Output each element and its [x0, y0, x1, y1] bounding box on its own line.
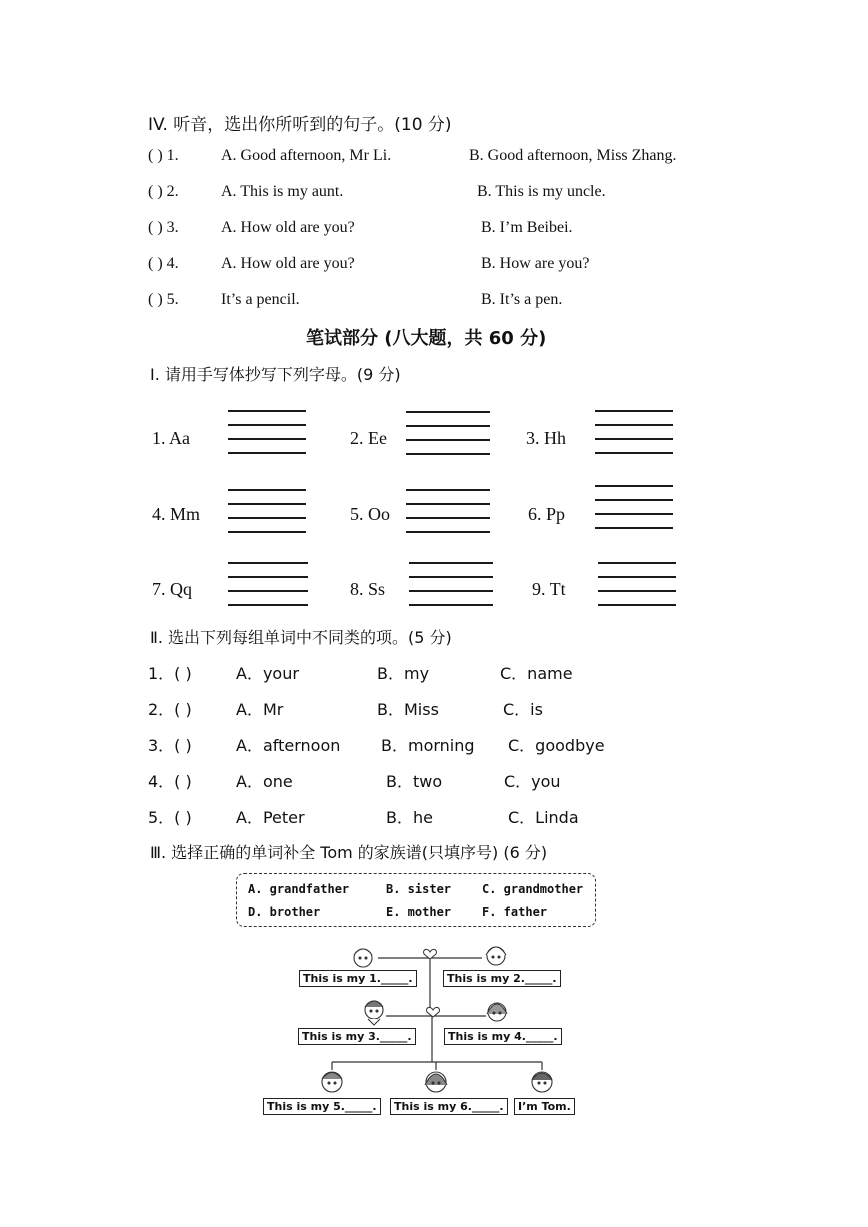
- option-a: A．your: [236, 664, 299, 683]
- letter-label: 8. Ss: [350, 579, 386, 599]
- option-a: A. How old are you?: [221, 219, 355, 236]
- letter-label: 5. Oo: [350, 504, 390, 524]
- mother-face-icon: [487, 1003, 507, 1021]
- family-label-3: This is my 3._____.: [298, 1028, 416, 1045]
- family-label-5: This is my 5._____.: [263, 1098, 381, 1115]
- letter-label: 6. Pp: [528, 504, 566, 524]
- section-3-title: Ⅲ. 选择正确的单词补全 Tom 的家族谱(只填序号) (6 分): [150, 843, 548, 862]
- item-number: ( ) 4.: [148, 255, 179, 272]
- letter-label: 4. Mm: [152, 504, 201, 524]
- word-bank-option: F. father: [482, 905, 548, 919]
- section-1-title: Ⅰ. 请用手写体抄写下列字母。(9 分): [150, 365, 401, 384]
- brother-face-icon: [322, 1072, 342, 1092]
- family-label-2: This is my 2._____.: [443, 970, 561, 987]
- option-a: A．afternoon: [236, 736, 341, 755]
- option-a: A. Good afternoon, Mr Li.: [221, 147, 392, 164]
- option-c: C．Linda: [508, 808, 579, 827]
- sister-face-icon: [425, 1072, 447, 1092]
- word-bank-option: D. brother: [248, 905, 321, 919]
- option-b: B. I’m Beibei.: [481, 219, 573, 236]
- option-b: B．he: [386, 808, 433, 827]
- word-bank-option: A. grandfather: [248, 882, 350, 896]
- option-b: B．two: [386, 772, 443, 791]
- letter-label: 7. Qq: [152, 579, 192, 599]
- section-2-title: Ⅱ. 选出下列每组单词中不同类的项。(5 分): [150, 628, 452, 647]
- item-number: ( ) 2.: [148, 183, 179, 200]
- option-a: A．one: [236, 772, 293, 791]
- word-bank-option: B. sister: [386, 882, 452, 896]
- tom-face-icon: [532, 1072, 552, 1092]
- option-a: A．Peter: [236, 808, 305, 827]
- option-b: B．Miss: [377, 700, 439, 719]
- item-number: ( ) 1.: [148, 147, 179, 164]
- option-a: A. This is my aunt.: [221, 183, 344, 200]
- word-bank-option: C. grandmother: [482, 882, 584, 896]
- item-number: ( ) 3.: [148, 219, 179, 236]
- letter-label: 1. Aa: [152, 428, 190, 448]
- item-number: 5．( ): [148, 808, 192, 827]
- option-b: B．morning: [381, 736, 475, 755]
- grandmother-face-icon: [486, 947, 506, 965]
- written-section-header: 笔试部分 (八大题，共 60 分): [306, 328, 547, 349]
- item-number: 3．( ): [148, 736, 192, 755]
- word-bank-option: E. mother: [386, 905, 452, 919]
- item-number: ( ) 5.: [148, 291, 179, 308]
- option-b: B. How are you?: [481, 255, 590, 272]
- option-b: B. This is my uncle.: [477, 183, 606, 200]
- item-number: 1．( ): [148, 664, 192, 683]
- option-b: B．my: [377, 664, 430, 683]
- letter-label: 9. Tt: [532, 579, 566, 599]
- letter-label: 3. Hh: [526, 428, 566, 448]
- option-a: A. How old are you?: [221, 255, 355, 272]
- grandfather-face-icon: [354, 949, 372, 967]
- option-c: C．name: [500, 664, 573, 683]
- item-number: 2．( ): [148, 700, 192, 719]
- option-a: It’s a pencil.: [221, 291, 300, 308]
- option-a: A．Mr: [236, 700, 284, 719]
- item-number: 4．( ): [148, 772, 192, 791]
- listening-title: IV. 听音，选出你所听到的句子。(10 分): [148, 115, 452, 135]
- option-c: C．is: [503, 700, 543, 719]
- father-face-icon: [365, 1001, 383, 1025]
- option-b: B. It’s a pen.: [481, 291, 563, 308]
- family-label-6: This is my 6._____.: [390, 1098, 508, 1115]
- option-c: C．goodbye: [508, 736, 605, 755]
- letter-label: 2. Ee: [350, 428, 387, 448]
- option-b: B. Good afternoon, Miss Zhang.: [469, 147, 677, 164]
- option-c: C．you: [504, 772, 561, 791]
- family-label-4: This is my 4._____.: [444, 1028, 562, 1045]
- family-label-tom: I’m Tom.: [514, 1098, 575, 1115]
- family-label-1: This is my 1._____.: [299, 970, 417, 987]
